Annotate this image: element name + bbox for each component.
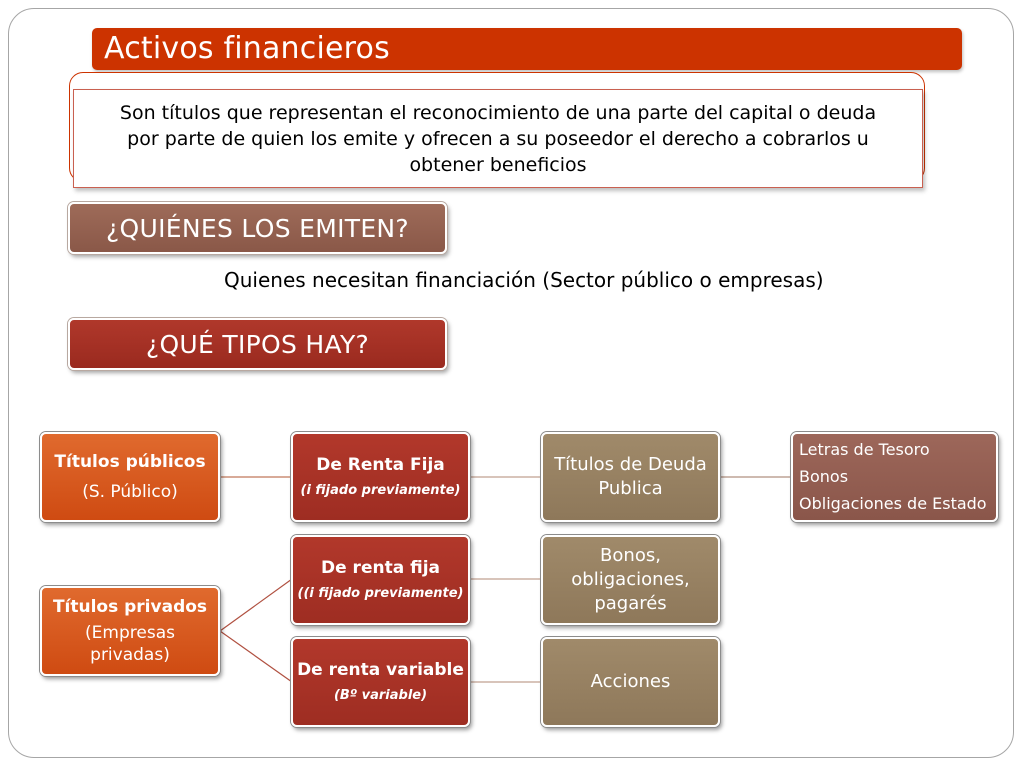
node-public-title: Títulos públicos <box>54 452 206 472</box>
title-bar <box>92 28 962 70</box>
node-private-fixed-title: De renta fija <box>321 558 440 578</box>
node-private-fixed-income <box>291 535 470 625</box>
list-item: Bonos <box>799 466 849 486</box>
node-private-titles <box>40 586 220 676</box>
node-private-variable-examples-label: Acciones <box>590 671 671 692</box>
definition-box <box>73 89 923 188</box>
node-public-debt-label: Títulos de Deuda Publica <box>554 454 707 499</box>
page-title: Activos financieros <box>104 31 390 66</box>
node-public-sub: (S. Público) <box>82 482 178 502</box>
node-public-fixed-income <box>291 432 470 522</box>
node-private-variable-examples <box>541 637 720 727</box>
node-private-variable-title: De renta variable <box>297 660 464 680</box>
node-private-fixed-note: ((i fijado previamente) <box>297 586 464 601</box>
node-public-titles <box>40 432 220 522</box>
answer-issuers-text: Quienes necesitan financiación (Sector público o empresas) <box>224 268 824 292</box>
node-private-variable-income <box>291 637 470 727</box>
node-public-fixed-note: (i fijado previamente) <box>300 483 461 498</box>
question-types-box <box>68 318 447 370</box>
list-item: Letras de Tesoro <box>799 439 930 459</box>
node-private-title: Títulos privados <box>52 597 208 617</box>
node-public-debt-list <box>791 432 998 522</box>
question-issuers-label: ¿QUIÉNES LOS EMITEN? <box>105 213 410 243</box>
node-public-debt <box>541 432 720 522</box>
node-private-fixed-examples-label: Bonos, obligaciones, pagarés <box>571 545 690 614</box>
definition-text: Son títulos que representan el reconocimiento de una parte del capital o deuda por parte de quien los emite y ofrecen a su poseedor el derecho a cobrarlos u obtener beneficios <box>119 101 877 176</box>
question-types-label: ¿QUÉ TIPOS HAY? <box>145 329 370 359</box>
list-item: Obligaciones de Estado <box>799 494 987 514</box>
question-issuers-box <box>68 202 447 254</box>
node-public-fixed-title: De Renta Fija <box>316 455 445 475</box>
node-private-fixed-examples <box>541 535 720 625</box>
node-private-sub: (Empresas privadas) <box>85 623 175 665</box>
node-private-variable-note: (Bº variable) <box>333 688 428 703</box>
